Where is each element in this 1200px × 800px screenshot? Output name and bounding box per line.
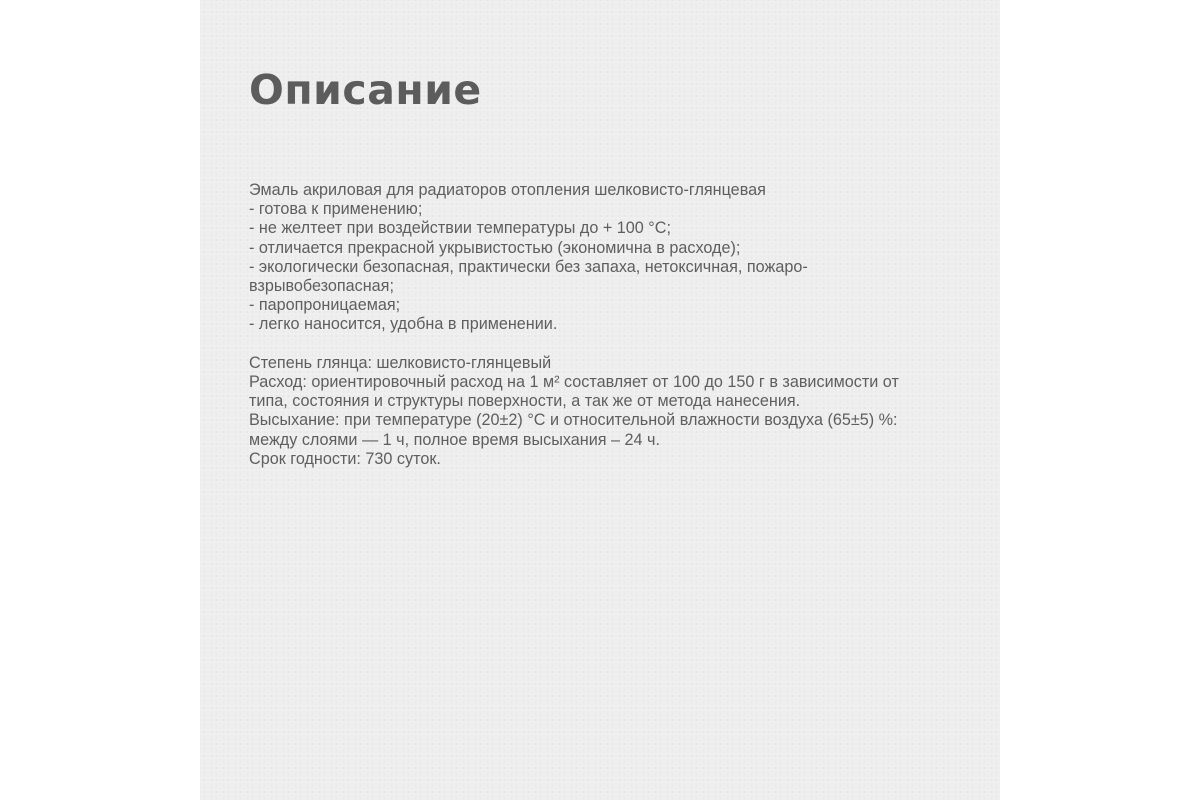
feature-line: - паропроницаемая; — [249, 296, 401, 315]
product-name-line: Эмаль акриловая для радиаторов отопления шелковисто-глянцевая — [249, 181, 766, 199]
description-text — [249, 181, 989, 469]
feature-line: взрывобезопасная; — [249, 277, 394, 296]
spec-shelf-life-line: Срок годности: 730 суток. — [249, 449, 441, 468]
feature-line: - легко наносится, удобна в применении. — [249, 315, 558, 334]
spec-consumption-line: Расход: ориентировочный расход на 1 м² составляет от 100 до 150 г в зависимости от — [249, 373, 899, 392]
feature-line: - готова к применению; — [249, 200, 423, 219]
paragraph-spacer — [249, 335, 989, 354]
page-title: Описание — [249, 66, 482, 114]
spec-drying-line: Высыхание: при температуре (20±2) °С и относительной влажности воздуха (65±5) %: — [249, 411, 898, 430]
feature-line: - экологически безопасная, практически без запаха, нетоксичная, пожаро- — [249, 257, 808, 276]
spec-gloss-line: Степень глянца: шелковисто-глянцевый — [249, 353, 552, 372]
description-card — [200, 0, 1000, 800]
feature-line: - не желтеет при воздействии температуры до + 100 °С; — [249, 219, 671, 238]
spec-consumption-line: типа, состояния и структуры поверхности, а так же от метода нанесения. — [249, 392, 801, 411]
feature-line: - отличается прекрасной укрывистостью (экономична в расходе); — [249, 238, 741, 257]
spec-drying-line: между слоями — 1 ч, полное время высыхания – 24 ч. — [249, 430, 660, 449]
